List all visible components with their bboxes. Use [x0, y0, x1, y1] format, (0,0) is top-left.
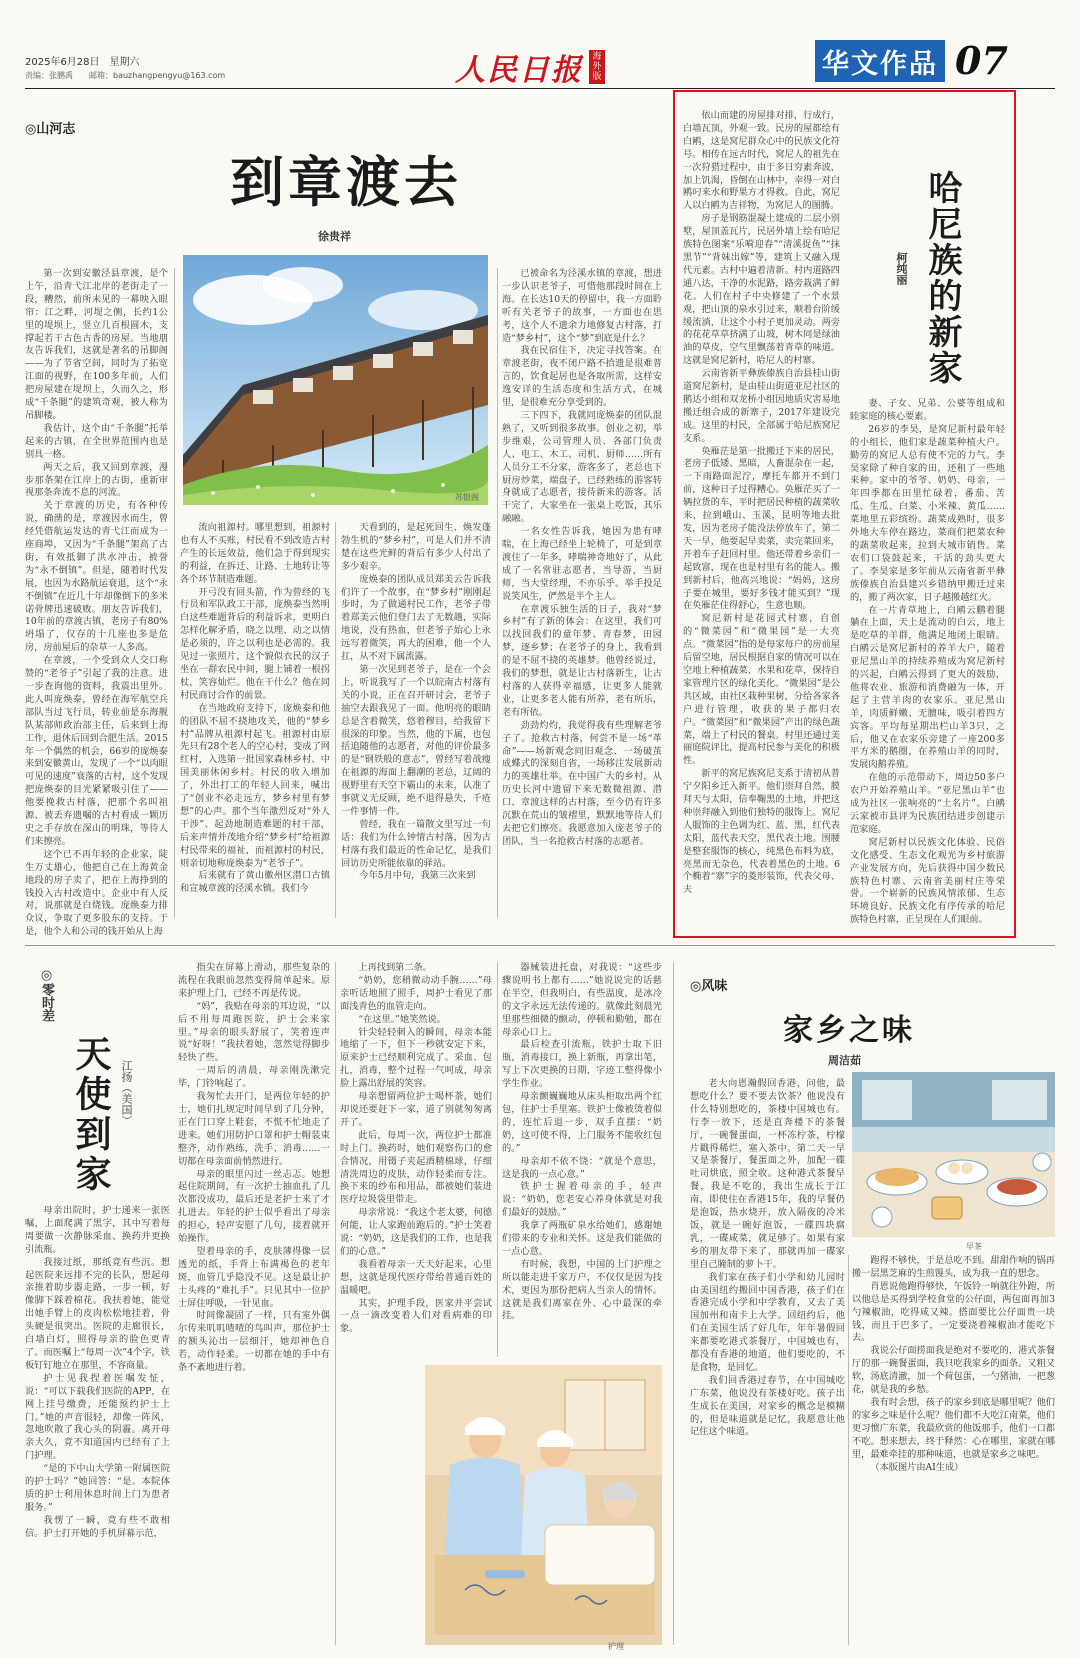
article-column-3: 上再找到第二条。 “奶奶，您稍微动动手腕……”母亲听话地照了照手，周护士看见了那面浅青色的血管走向。 “在这里。”她笑然说。 针尖轻轻刺入的瞬间，母亲本能地缩了一下，但下一秒就安定下来，原来护士已经顺利完成了。采血、包扎，消毒，整个过程一气呵成，母亲脸上露出舒展的笑容。 母亲想留两位护士喝杯茶，她们却说还要赶下一家，道了别就匆匆离开了。 此后，每周一次，两位护士都准时上门。换药时，她们观察伤口的愈合情况，用镊子夹起酒精棉球，仔细清洗周边的皮肤，动作轻柔而专注。换下来的纱布和用品，都被她们装进医疗垃圾袋里带走。 母亲常说：“我这个老太婆，何德何能，让人家跑前跑后的。”护士笑着说：“奶奶，这是我们的工作，也是我们的心意。” 我看着母亲一天天好起来，心里想，这就是现代医疗带给普通百姓的温暖吧。 其实，护理手段，医家并平尝试一点一滴改变着人们对看病难的印象。: [340, 962, 492, 1335]
article-column-4: 器械装进托盘，对我说：“这些步骤说明书上都有……”她说说完的话慈在半空，但我明白，有些温度，是冰冷的文字永远无法传递的。就像此刻晨光里那些细微的颤动，停顿和勤勉，都在母亲心口上。 最后检查引流瓶，铁护士取下旧瓶，消毒接口，换上新瓶，再拿出笔，写上下次更换的日期，字迹工整得像小学生作业。 母亲颤巍巍地从床头柜取出两个红包，往护士手里塞。铁护士像被烫着似的，连忙后退一步，双手直摆：“奶奶，这可使不得，上门服务不能收红包的。” 母亲却不依不饶：“就是个意思，这是我的一点心意。” 铁护士握着母亲的手，轻声说：“奶奶，您老安心养身体就是对我们最好的鼓励。” 我拿了两瓶矿泉水给她们，感谢她们带来的专业和关怀。这是我们能做的一点心意。 有时候，我想，中国的上门护理之所以能走进千家万户，不仅仅是因为技术，更因为那份把病人当亲人的情怀。这就是我们离家在外、心中最深的牵挂。: [502, 962, 662, 1322]
article-column-2: 指尖在屏幕上滑动，那些复杂的流程在我眼前忽然变得简单起来。原来护理上门，已经不再是传说。 “妈”，我贴在母亲的耳边说，“以后不用每周跑医院，护士会来家里。”母亲的眼头舒展了，笑着连声说“好呀！”我扶着她，忽然觉得脚步轻快了些。 一周后的清晨，母亲刚洗漱完毕，门铃响起了。 我匆忙去开门，是两位年轻的护士，她们扎规定时间早到了几分钟，正在门口穿上鞋套，不慌不忙地走了进来。她们用防护口罩和护士帽装束整齐，动作熟练，洗手、消毒……一切都在母亲面前悄然进行。 母亲的眼里闪过一丝忐忑。她想起住院期间，有一次护士抽血扎了几次都没成功，最后还是老护士来了才扎进去。年轻的护士似乎看出了母亲的担心，轻声安慰了几句，接着就开始操作。 望着母亲的手，皮肤薄得像一层透光的纸，手背上布满褐色的老年斑，血管几乎隐没不见。这是最让护士头疼的“难扎手”。只见其中一位护士屏住呼吸，一针见血。 时间像凝固了一样，只有室外偶尔传来叽叽喳喳的鸟叫声，那位护士的额头沁出一层细汗，她却神色自若，动作轻柔。一切都在她的手中有条不紊地进行着。: [178, 962, 330, 1374]
article-column-2: 妻、子女、兄弟、公婆等组成和睦家庭的核心要素。 26岁的李昊，是窝尼新村最年轻的小组长，他们家是蔬菜种植大户。勤劳的窝尼人总有使不完的力气。李昊家除了种自家的田，还租了一些地来种。家中的爷爷、奶奶、母亲，一年四季都在田里忙碌着，番茄、苦瓜、生瓜、白菜、小米辣、黄瓜……菜地里五彩缤纷。蔬菜成熟时，很多外地大车停在路边，菜商们把菜农种的蔬菜收起来，拉到大城市销售。菜农们口袋鼓起来，干活的劲头更大了。李昊家是多年前从云南省新平彝族傣族自治县建兴乡错纳甲搬迁过来的，搬了两次家，日子越搬越红火。 在一片青草地上，白鹇云鹏着腿躺在上面，天上是流动的白云，地上是吃草的羊群，他满足地闭上眼睛。白鹇云是窝尼新村的养羊大户，随着亚尼黑山羊的持续养殖成为窝尼新村的兴起，白鹇云得到了更大的鼓励，他将农业、旅游和消费融为一体，开起了主营羊肉的农家乐。亚尼黑山羊，肉质鲜嫩、无膻味，吸引着四方宾客。平均每星期出栏山羊3只，之后，他又在农家乐旁建了一座200多平方米的鹅圈，在养殖山羊的同时，发展肉鹅养殖。 在他的示范带动下，周边50多户农户开始养殖山羊。“亚尼黑山羊”也成为社区一张响亮的“土名片”。白鹇云家被市县评为民族团结进步创建示范家庭。 窝尼新村以民族文化体验、民俗文化感受、生态文化观光为乡村旅游产业发展方向，先后获得中国少数民族特色村寨、云南省美丽村庄等荣誉。一个崭新的民族风情浓郁、生态环境良好、民族文化有序传承的哈尼族特色村寨，正呈现在人们眼前。: [850, 398, 1005, 926]
author-name: 江扬: [120, 1060, 133, 1082]
article-author: 柯纯丽: [895, 252, 908, 285]
article-title: 到章渡去: [230, 150, 462, 214]
column-rule: [335, 962, 336, 1645]
article-column-4: 已被命名为泾溪水镇的章渡，想进一步认识老爷子，可惜他那段时间在上海。在长达10天的停留中，我一方面聆听有关老爷子的故事，一方面也在思考，这个人不遗余力地修复古村落，打造“梦乡村”，这个“梦”到底是什么？ 我在民宿住下，决定寻找答案。在章渡老街，夜不闭户路不拾遗是很难普言的，饮食起居也是各取所需，这样安逸安详的生活态度和生活方式，在城里，是很难充分享受到的。 三下四下，我就同庞焕泰的团队混熟了，又听到很多故事。创业之初，举步维艰，公司管理人员、各部门负责人、电工、木工、司机、厨师……所有人员分工不分家，游客多了，老总也下厨房炒菜，端盘子，已经熟练的游客转身就成了志愿者，接待新来的游客。活干完了，大家坐在一张桌上吃饭，其乐融融。 一名女性告诉我，她因为患有哮喘，在上海已经坐上轮椅了，可是到章渡住了一年多，哮喘神奇地好了，从此成了一名常驻志愿者，当导游，当厨师，当大堂经理，不亦乐乎。举手投足说笑风生，俨然是半个主人。 在章渡乐独生活的日子，我对“梦乡村”有了新的体会：在这里，我们可以找回我们的童年梦、青春梦，田园梦，逐乡梦；在老爷子的身上，我看到的是不屈不挠的英雄梦。他曾经说过，我们的梦想，就是让古村落新生，让古村落的人获得幸福感，让更多人能就业，让更多老人能有所养，老有所乐，老有所依。 劲劲灼灼，我觉得我有些理解老爷子了。抢救古村落，何尝不是一场“革命”——场新观念同旧观念、一场破茧成蝶式的深刻自省，一场移注发展新动力的英雄壮举。在中国广大的乡村，从历史长河中遗留下来无数微祖源、潜口、章渡这样的古村落，至今仍有许多沉默在荒山的皱褶里，默默地等待人们去把它们擦亮。我愿意加入庞老爷子的团队，当一名抢救古村落的志愿者。: [502, 268, 662, 847]
newspaper-logo: [455, 44, 605, 90]
article-column-1: 第一次到安徽泾县章渡，是个上午，沿青弋江北岸的老街走了一段，糟然，前所未见的一幕映入眼帘：江之畔，河堤之侧，长约1公里的堤坝上，竖立几百根圆木，支撑起若干古色古香的房屋。当地朋友告诉我们，这就是著名的吊脚阁——为了节省空间，同时为了拓宽江面的视野，在100多年前，人们把房屋建在堤坝上，久而久之，形成“千条腿”的建筑奇观，被人称为吊脚楼。 我估计，这个由“千条腿”托举起来的古镇，在全世界范围内也是别具一格。 两天之后，我又回到章渡，漫步那条架在江岸上的古街，重新审视那条奔流不息的河流。 关于章渡的历史，有各种传说，确凿的是，章渡因水而生，曾经凭借航运发达的青弋江而成为一座商埠，又因为“千条腿”架高了古街，有效抵御了洪水冲击，被誉为“永不倒镇”。但是，随着时代发展，也因为水路航运衰退，这个“永不倒镇”在近几十年却像倒下的多米诺骨牌迅速破败。朋友告诉我们，10年前的章渡古镇，老房子有80%坍塌了，仅存的十几座也多是危房，房前屋后的杂草一人多高。 在章渡，一个受到众人交口称赞的“老爷子”引起了我的注意。进一步查询他的资料，我震出里外。此人叫庞焕泰，曾经在海军航空兵部队当过飞行员，转业前是东海舰队某部师政治部主任，后来到上海工作，退休后回到合肥生活。2015年一个偶然的机会，66岁的庞焕泰来到安徽黄山，发现了一个“以肉眼可见的速度”衰落的古村，这个发现把庞焕泰的目光紧紧吸引住了——他要挽救古村落，把那个名叫祖源、被丢弃遗嘱的古村看成一颗历史之手存放在深山的明珠，等待人们来擦亮。 这个已不再年轻的企业家，陡生万丈雄心，他把自己在上海黄金地段的房子卖了，把在上海挣到的钱投入古村改造中。企业中有人反对，说那就是白烧钱。庞焕泰力排众议，争取了更多股东的支持。于是，他个人和公司的钱开始从上海: [25, 268, 168, 938]
editor-info: 责编：张鹏禹 邮箱：bauzhangpengyu@163.com: [25, 71, 226, 80]
column-rule: [673, 962, 674, 1645]
column-rule: [174, 268, 175, 918]
article-column-1: 依山而建的房屋排对排，行成行，白墙瓦顶，外观一致。民房的屋都绘有白鹇，这是窝尼群众心中的民族文化符号。相传在远古时代，窝尼人的祖先在一次狩猎过程中，由于多日穷素奔波，加上饥渴，昏倒在山林中，幸得一对白鹇叼来水和野果方才得救。自此，窝尼人以白鹇为吉祥物，为窝尼人的图腾。 房子是钢筋混凝土建成的二层小别墅，屋顶盖瓦片，民居外墙上绘有哈尼族特色图案“乐嗬迎春”“清溪捉鱼”“抹黑节”“背妹出嫁”等，建筑上又融入现代元素。古村中遍着清新。村内道路四通八达，干净的水泥路，路旁栽满了鲜花。人们在村子中央修建了一个水景观，把山顶的泉水引过来，顺着台阶缓缓流淌，让这个小村子更加灵动。两旁的花花草草挤满了山坡，树木同是绿油油的草皮，空气里飘荡着青草的味道。这就是窝尼新村，哈尼人的村寨。 云南省新平彝族傣族自治县桂山街道窝尼新村，是由桂山街道亚尼社区的鹅达小组和双龙桥小组因地质灾害易地搬迁组合成的新寨子，2017年建设完成。这里的村民，全部属于哈尼族窝尼支系。 奂雁茫是第一批搬迁下来的居民，老房子低矮、黑暗，人畜混杂在一起，一下雨路面泥泞，摩托车都开不到门前，这种日子过得糟心。奂雁茫买了一辆拉货的车，平时把居民种植的蔬菜收来，拉到峨山、玉溪，昆明等地去批发，因为老房子能没法停放车了，第二天一早，他要起早卖菜，卖完菜回来，开着车子赶回村里。他还带着乡亲们一起致富，现在也是村里有名的能人。搬到新村后，他高兴地说：“妈妈，这房子要在城里，要好多钱才能买到？”现在奂雁茫住得舒心，生意也顺。 窝尼新村是花园式村寨，自创的“微菜园”和“微果园”是一大亮点。“微菜园”指的是每家每户的房前屋后留空地，居民根据自家的情况可以在空地上种植蔬菜、水果和花草，保持自家管理片区的绿化美化。“微果园”是公共区域，由社区栽种果树，分给各家各户进行管理，收获的果子都归农户。“微菜园”和“微果园”产出的绿色蔬菜，端上了村民的餐桌。村里还通过美丽庭院评比，提高村民参与美化的积极性。 新平的窝尼族窝尼支系于清初从普宁夕阳乡迁入新平。他们崇拜自然，膜拜天与太阳，信奉鞠黑的土地，并把这种崇拜融入到他们独特的服饰上。窝尼人服饰的主色调为红、蓝、黑，红代表太阳，蓝代表天空，黑代表土地。围腰是整套服饰的核心，纯黑色布料为底，亮黑而无杂色，代表着黑色的土地。6个椭着“寨”字的菱形装饰，代表父母、夫: [683, 110, 840, 896]
column-rule: [497, 962, 498, 1357]
column-label: ◎山河志: [25, 122, 76, 137]
article-title: 家乡之味: [783, 1013, 915, 1048]
section-divider: [25, 945, 1055, 946]
issue-date: 2025年6月28日 星期六: [25, 57, 140, 68]
column-rule: [497, 268, 498, 918]
article-author: 徐贵祥: [318, 230, 351, 243]
column-label: ◎风味: [690, 979, 728, 994]
article-column-3: 天看到的，是起死回生、焕发蓬勃生机的“梦乡村”，可是人们并不清楚在这些光鲜的背后有多少人付出了多少艰辛。 庞焕泰的团队成员郑美云告诉我们许了一个故事，在“梦乡村”刚刚起步时，为了做通村民工作，老爷子带着郑美云他们登门去了无数趟，实际地说，没有热血，但老爷子始心上永远写着微笑，再大的困难，他一个人扛，从不对下属流露。 第一次见到老爷子，是在一个会上，听说我写了一个以皖南古村落有关的小说，正在召开研讨会，老爷子抽空去跟我见了一面。他明亮的眼睛总是含着微笑，悠着穆目，给我留下很深的印象。当然，他的下属，也包括追随他的志愿者，对他的评价最多的是“钢铁般的意志”，曾经写着战瘦在祖源的海面上翻潮的老总，辽阔的视野里有天空下霸山的未来，认准了事就义无反顾，绝不退得悬失，千疮一件事情一件。 曾经，我在一篇散文里写过一句话：我们为什么钟情古村落，因为古村落有我们最近的性命记忆，是我们回访历史所能依靠的驿站。 今年5月中旬，我第三次来到: [341, 522, 491, 882]
image-caption: 护理: [608, 1642, 624, 1651]
article-title: 哈尼族的新家: [922, 170, 962, 386]
illustration-ancient-street: [183, 255, 488, 505]
edition-tag: 海外版: [589, 50, 605, 84]
article-author: 周洁茹: [828, 1054, 861, 1067]
article-author: [118, 1060, 134, 1126]
illustration-nurse-visit: [425, 1365, 662, 1645]
column-rule: [848, 1255, 849, 1645]
article-column-2: 流向祖源村。哪里想到，祖源村也有人不买账，村民看不到改造古村产生的长远效益，他们急于得到现实的利益，在拆迁、让路、土地转让等各个环节制造难题。 开弓没有回头箭，作为曾经的飞行员和军队政工干部，庞焕泰当然明白这些难题背后的利益诉求，更明白怎样化解矛盾，晓之以理、动之以情是必须的，许之以利也是必需的。我见过一张照片，这个貌似衣民的汉子坐在一群农民中间，腿上铺着一根拐杖，笑容灿烂。他在干什么？他在同村民商讨合作的前景。 在当地政府支持下，庞焕泰和他的团队不屈不挠地攻关，他的“梦乡村”品牌从祖源村起飞。祖源村由原先只有28个老人的空心村，变成了网红村，入选第一批国家森林乡村、中国美丽休闲乡村。村民的收入增加了，外出打工的年轻人回来，喊出了“创业不必走远方，梦乡村里有梦想”的心声。那个当年激烈反对“外人干涉”、起劲地制造难题的村干部，后来声情并茂地介绍“梦乡村”给祖源村民带来的福祉，而祖源村的村民，则亲切地称庞焕泰为“老爷子”。 后来就有了黄山徽州区潜口古镇和宣城章渡的泾溪水镇。我们今: [180, 522, 330, 895]
column-rule: [335, 522, 336, 918]
newspaper-name: 人民日报: [455, 53, 583, 88]
column-label: ◎零时差: [39, 968, 54, 1022]
page-number: 07: [955, 38, 1008, 83]
illustration-morning-tea: [852, 1072, 1055, 1237]
article-column-1: 老大向恩瀚假回香港，问他，最想吃什么？要不要去饮茶？他说没有什么特别想吃的，茶楼中国城也有。行李一放下，还是直奔楼下的茶餐厅，一碗餐蛋面，一杯冻柠茶，柠檬片戳得稀烂，塞入茶中。第二天一早又是茶餐厅，餐蛋面之外，加配一碟吐司烘底，照全收。这种港式茶餐早餐，我是不吃的，我出生成长于江南，即使住在香港15年，我的早餐仍是泡饭，热水烧开，放入隔夜的冷米饭，就是一碗好泡饭，一碟四块腐乳，一碟咸菜，就足够了。如果有家乡的朋友带下来了，那就再加一碟家里自己腌制的萝卜干。 我们家在孩子们小学和幼儿园时由美国纽约搬回中国香港，孩子们在香港完成小学和中学教育，又去了美国加州和南卡上大学。回纽约后，他们在美国生活了好几年，年年暑假回来都要吃港式茶餐厅，中国城也有，都没有香港的地道，他们要吃的，不是食物，是回忆。 我们回香港过春节，在中国城吃广东菜，他说没有茶楼好吃。孩子出生成长在美国，对家乡的概念是模糊的，但是味道就是记忆，我愿意让他记住这个味道。: [690, 1078, 845, 1438]
author-note: （美国）: [120, 1082, 133, 1126]
article-column-2: 跑得不够快，于是总吃不到。甜甜作响的锅再搬一层黑芝麻的生煎馒头，成为我一直的想念。 肖恩说他跑得够快，午饭铃一响就往外跑，所以他总是买得到学校食堂的公仔面，两包面再加3勺辣椒油，吃得咸又辣。搭面要比公仔面贵一块钱，而且干巴多了，一定要浇着辣椒油才能吃下去。 我说公仔面捞面我是绝对不要吃的，港式茶餐厅的那一碗餐蛋面，我只吃我家乡的面条。又粗又软，汤底清澈，加一个荷包蛋，一勺猪油，一把葱花，就是我的乡愁。 我有时会想，孩子的家乡到底是哪里呢？他们的家乡之味是什么呢？他们都不大吃江南菜，他们更习惯广东菜，我最欣赏的他饭那手，他们一口都不吃。想来想去，终于释然：心在哪里，家就在哪里，最难牵挂的那种味道，也就是家乡之味吧。 （本版图片由AI生成）: [852, 1255, 1055, 1473]
image-caption: 早茶: [966, 1242, 982, 1251]
header-rule: [25, 88, 1055, 89]
article-column-1: 母亲出院时，护士递来一张医嘱，上面爬满了黑字，其中写着每周要做一次静脉采血、换药并更换引流瓶。 我接过纸，那纸竟有些沉。想起医院来远排不完的长队，想起母亲推着助步器走路，一步一顿，好像脚下踩着棉花。我扶着她，能觉出她手臂上的皮肉松松地挂着，骨头硬是很突出。医院的走廊很长，白墙白灯，照得母亲的脸色更青了。而医嘱上“每周一次”4个字，铁板钉钉地立在那里，不容商量。 护士见我捏着医嘱发怔，说：“可以下载我们医院的APP，在网上挂号缴费，还能预约护士上门。”她的声音很轻，却像一阵风，忽地吹散了我心头的阴霾。离开母亲大久，竟不知道国内已经有了上门护理。 “是的下中山大学第一附属医院的护士吗？”她回答：“是。本院体质的护士利用休息时间上门为患者服务。” 我愣了一瞬，竟有些不敢相信。护士打开她的手机屏幕示范，: [25, 1205, 170, 1539]
article-title: 天使到家: [70, 1035, 112, 1195]
image-caption: 苏银阁: [455, 493, 479, 502]
section-title: 华文作品: [815, 40, 945, 82]
